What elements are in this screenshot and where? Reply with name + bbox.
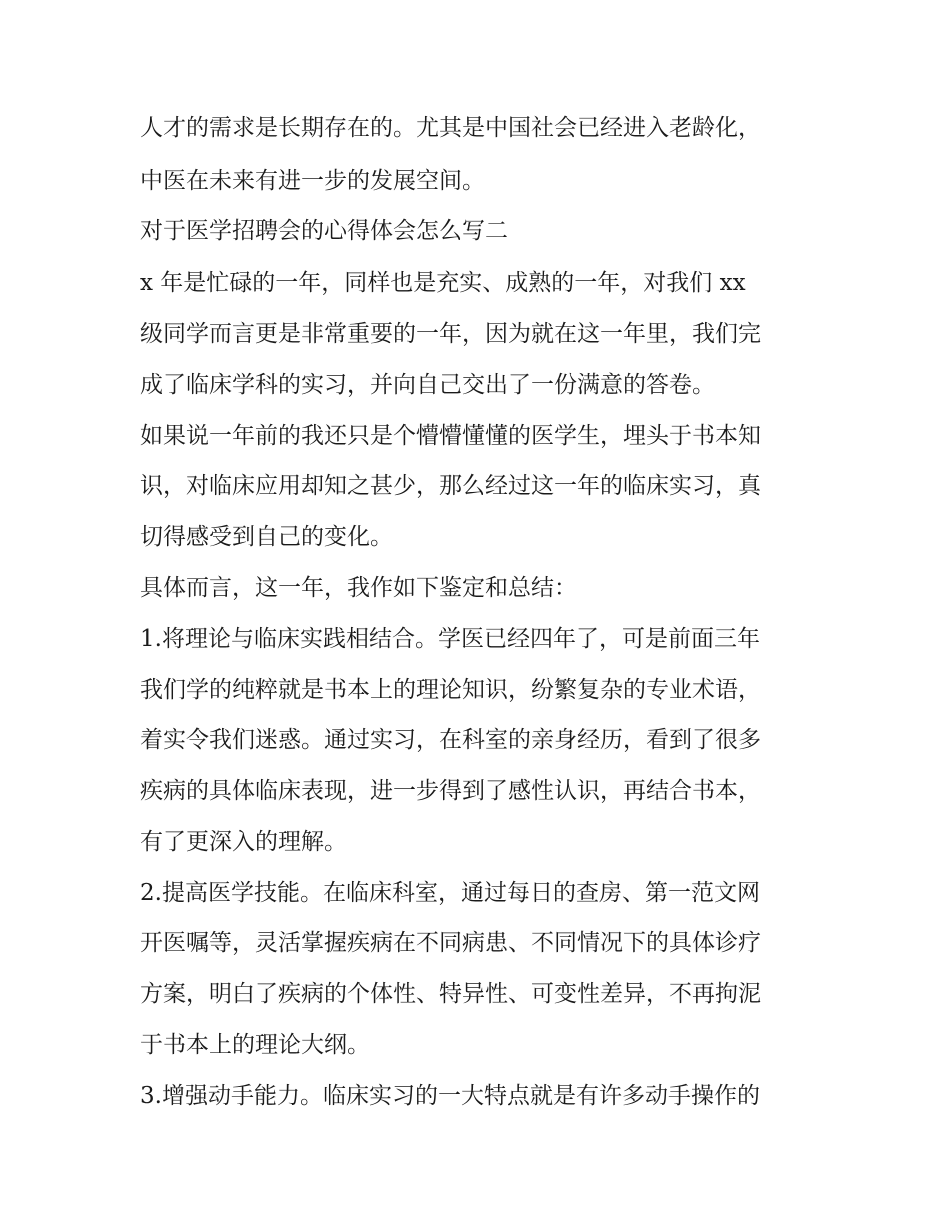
text-line-7: 如果说一年前的我还只是个懵懵懂懂的医学生，埋头于书本知 <box>140 423 761 449</box>
section-heading: 对于医学招聘会的心得体会怎么写二 <box>140 218 508 244</box>
text-line-14: 疾病的具体临床表现，进一步得到了感性认识，再结合书本， <box>140 778 761 804</box>
text-line-10: 具体而言，这一年，我作如下鉴定和总结： <box>140 575 577 601</box>
text-line-16: 2.提高医学技能。在临床科室，通过每日的查房、第一范文网 <box>140 880 760 906</box>
text-line-13: 着实令我们迷惑。通过实习，在科室的亲身经历，看到了很多 <box>140 727 761 753</box>
text-line-6: 成了临床学科的实习，并向自己交出了一份满意的答卷。 <box>140 372 715 398</box>
text-line-5: 级同学而言更是非常重要的一年，因为就在这一年里，我们完 <box>140 321 761 347</box>
text-line-15: 有了更深入的理解。 <box>140 829 347 855</box>
text-line-20: 3.增强动手能力。临床实习的一大特点就是有许多动手操作的 <box>140 1083 760 1109</box>
text-line-11: 1.将理论与临床实践相结合。学医已经四年了，可是前面三年 <box>140 626 760 652</box>
text-line-17: 开医嘱等，灵活掌握疾病在不同病患、不同情况下的具体诊疗 <box>140 930 761 956</box>
text-line-18: 方案，明白了疾病的个体性、特异性、可变性差异，不再拘泥 <box>140 981 761 1007</box>
text-line-1: 人才的需求是长期存在的。尤其是中国社会已经进入老龄化， <box>140 115 761 141</box>
text-line-12: 我们学的纯粹就是书本上的理论知识，纷繁复杂的专业术语， <box>140 677 761 703</box>
text-line-2: 中医在未来有进一步的发展空间。 <box>140 168 485 194</box>
text-line-8: 识，对临床应用却知之甚少，那么经过这一年的临床实习，真 <box>140 473 761 499</box>
text-line-19: 于书本上的理论大纲。 <box>140 1032 370 1058</box>
text-line-9: 切得感受到自己的变化。 <box>140 524 393 550</box>
text-line-4: x 年是忙碌的一年，同样也是充实、成熟的一年，对我们 xx <box>140 270 746 296</box>
